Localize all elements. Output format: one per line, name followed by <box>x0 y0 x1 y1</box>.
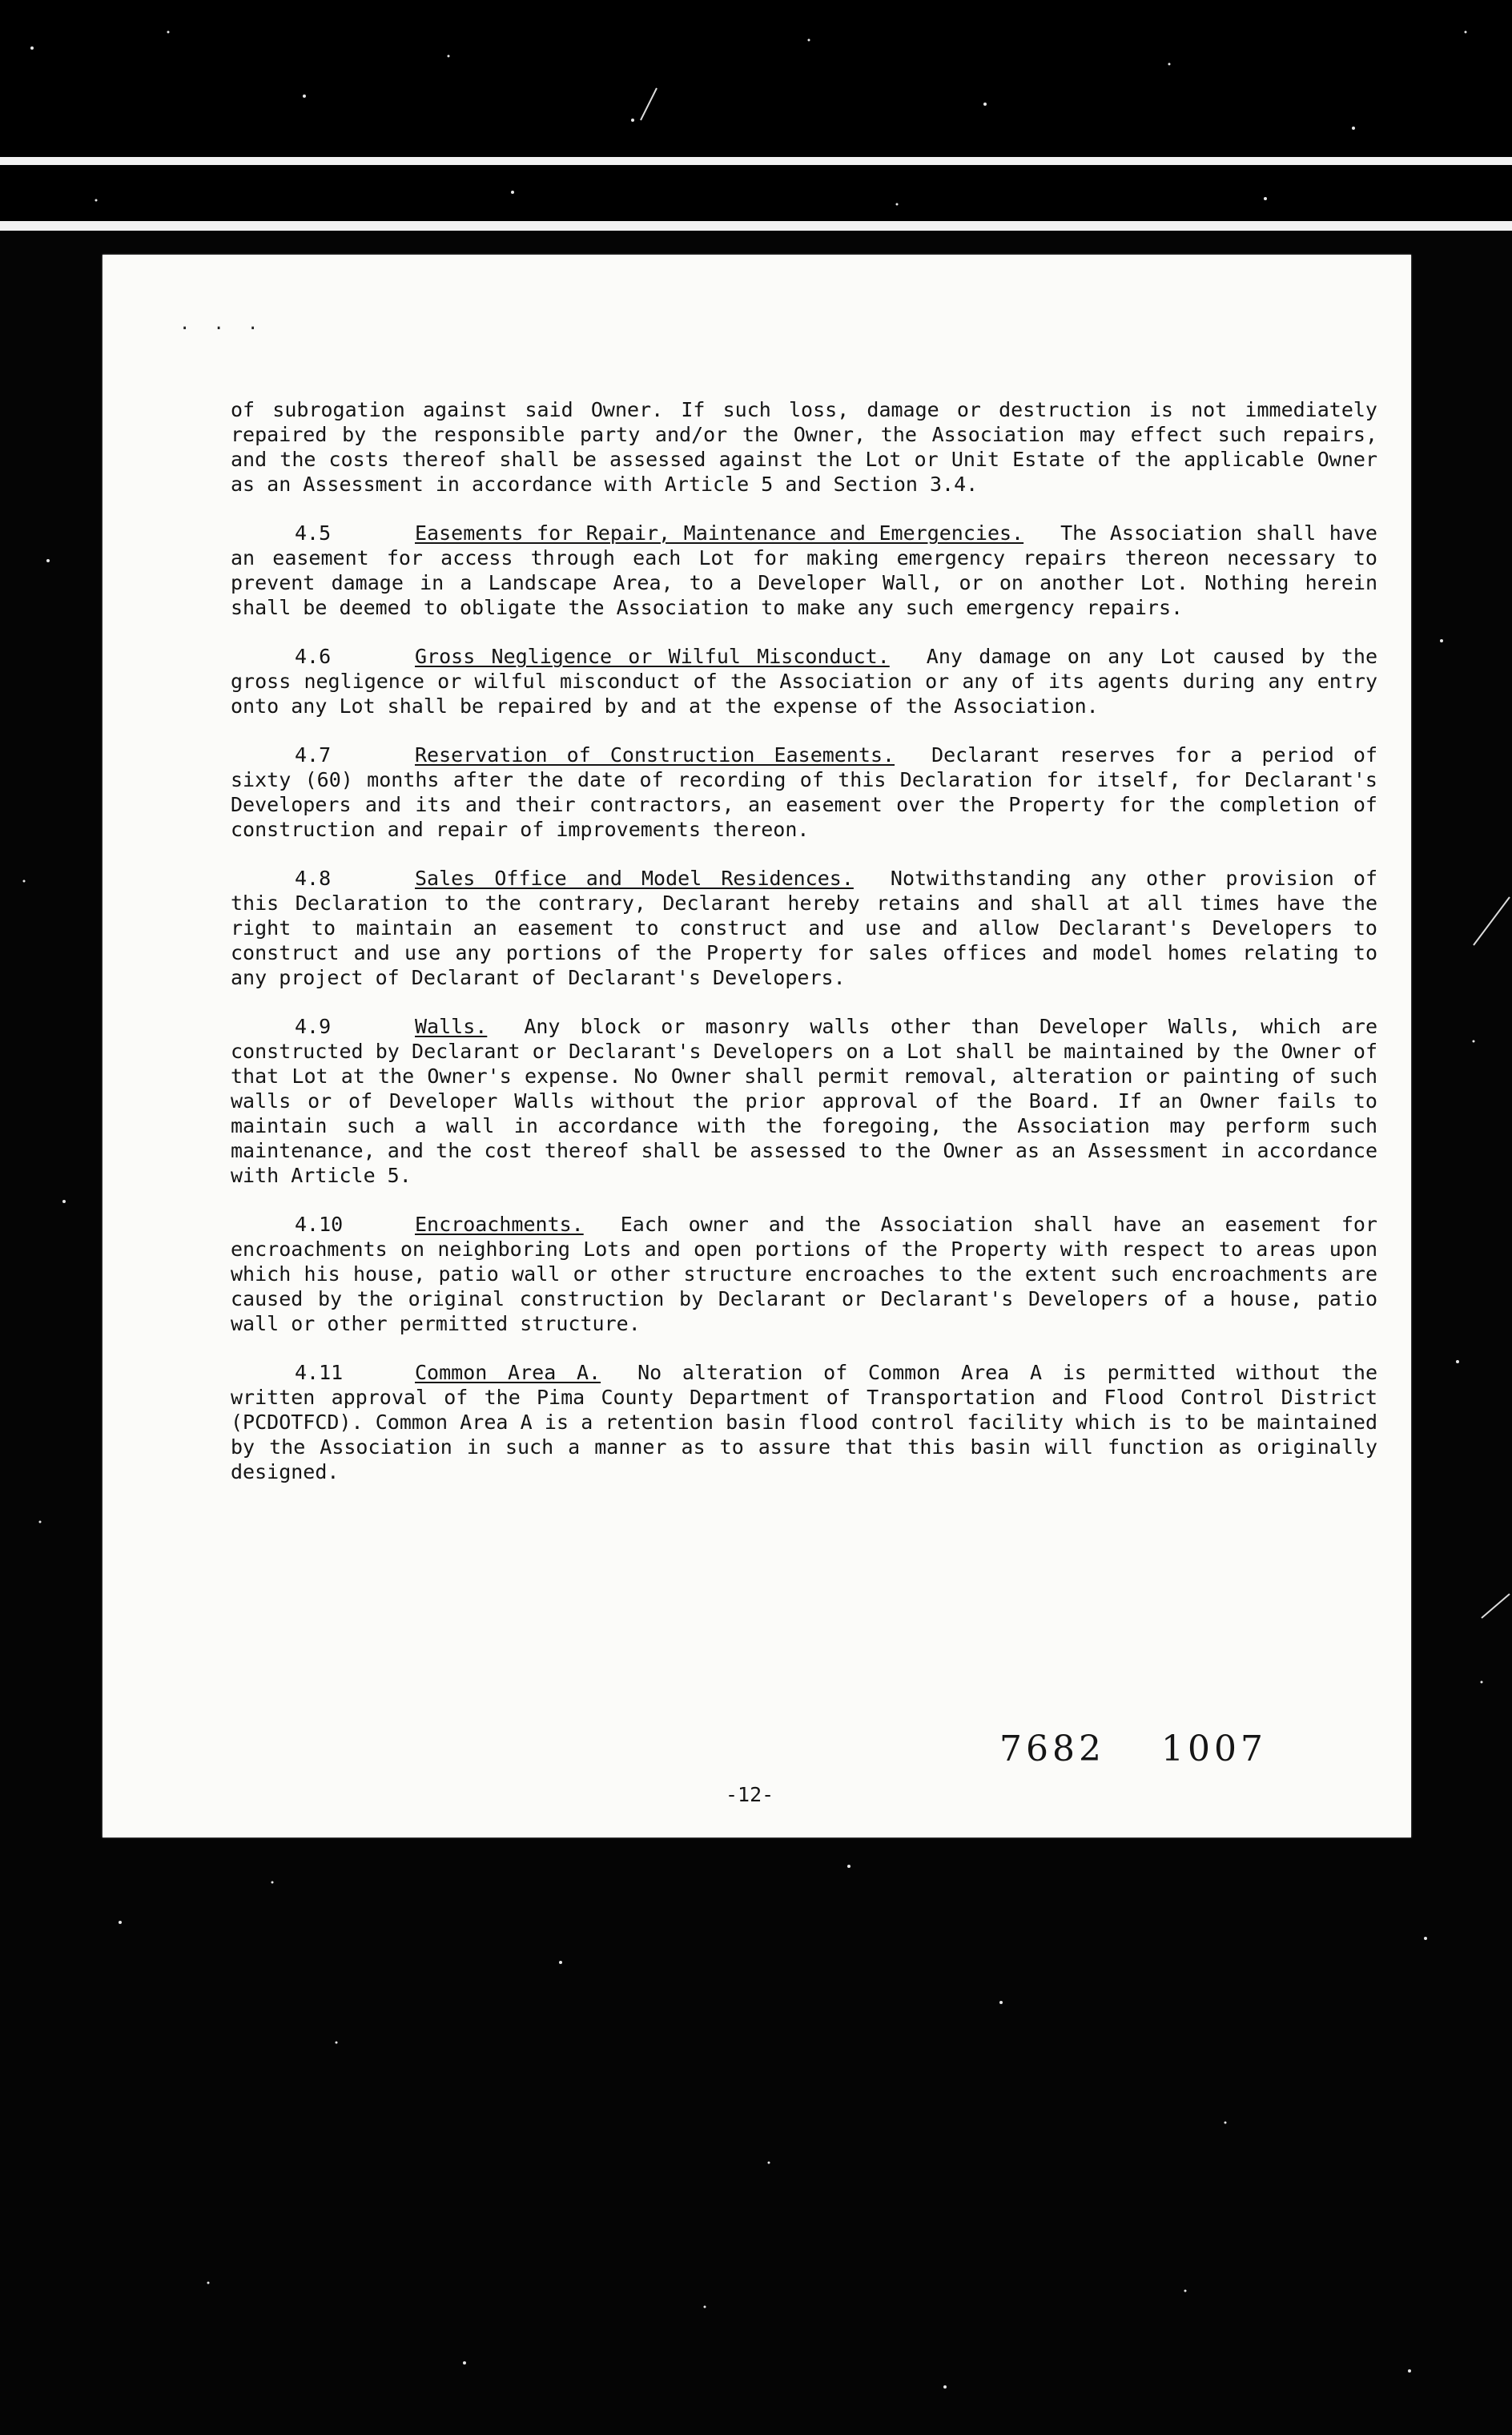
paragraph-4-11 <box>231 1360 1377 1484</box>
paragraph-text: The Association shall have an easement for access through each Lot for making emergency repairs thereon necessary to prevent damage in a Landscape Area, to a Developer Wall, or on another Lot. Nothing herein shall be deemed to obligate the Association to make any such emergency repairs. <box>231 521 1377 619</box>
page-number: -12- <box>726 1783 774 1806</box>
section-heading: Common Area A. <box>415 1361 601 1384</box>
recording-stamp <box>999 1729 1267 1769</box>
paragraph-text: Any damage on any Lot caused by the gross negligence or wilful misconduct of the Association or any of its agents during any entry onto any Lot shall be repaired by and at the expense of the Association. <box>231 645 1378 718</box>
scan-top-border <box>0 0 1512 232</box>
section-heading: Gross Negligence or Wilful Misconduct. <box>415 645 890 668</box>
page-corner-marks: · · · <box>179 319 265 339</box>
section-number: 4.5 <box>295 521 332 545</box>
scan-rule-upper <box>0 157 1512 165</box>
document-page <box>103 255 1411 1837</box>
section-heading: Encroachments. <box>415 1213 584 1236</box>
paragraph-text: of subrogation against said Owner. If such loss, damage or destruction is not immediately repaired by the responsible party and/or the Owner, the Association may effect such repairs, and the costs thereof shall be assessed against the Lot or Unit Estate of the applicable Owner as an Assessment in accordance with Article 5 and Section 3.4. <box>231 398 1377 496</box>
paragraph-continuation <box>231 397 1377 497</box>
section-heading: Walls. <box>415 1015 488 1038</box>
paragraph-4-5 <box>231 521 1377 620</box>
paragraph-4-6 <box>231 644 1377 718</box>
section-number: 4.6 <box>295 645 332 668</box>
paragraph-text: Any block or masonry walls other than Developer Walls, which are constructed by Declarant or Declarant's Developers on a Lot shall be maintained by the Owner of that Lot at the Owner's expense. No Owner shall permit removal, alteration or painting of such walls or of Developer Walls without the prior approval of the Board. If an Owner fails to maintain such a wall in accordance with the foregoing, the Association may perform such maintenance, and the cost thereof shall be assessed to the Owner as an Assessment in accordance with Article 5. <box>231 1015 1377 1187</box>
section-number: 4.7 <box>295 743 332 767</box>
recording-page-number: 1007 <box>1161 1729 1267 1769</box>
section-number: 4.10 <box>295 1213 344 1236</box>
section-number: 4.9 <box>295 1015 332 1038</box>
section-heading: Easements for Repair, Maintenance and Emergencies. <box>415 521 1024 545</box>
paragraph-text: Declarant reserves for a period of sixty (60) months after the date of recording of this Declaration for itself, for Declarant's Developers and its and their contractors, an easement over the Property for the completion of construction and repair of improvements thereon. <box>231 743 1377 841</box>
paragraph-text: No alteration of Common Area A is permitted without the written approval of the Pima County Department of Transportation and Flood Control District (PCDOTFCD). Common Area A is a retention basin flood control facility which is to be maintained by the Association in such a manner as to assure that this basin will function as originally designed. <box>231 1361 1377 1483</box>
paragraph-4-9 <box>231 1014 1377 1188</box>
paragraph-4-10 <box>231 1212 1377 1336</box>
scan-rule-lower <box>0 221 1512 231</box>
section-number: 4.8 <box>295 867 332 890</box>
recording-book-number: 7682 <box>999 1729 1106 1769</box>
paragraph-4-7 <box>231 743 1377 842</box>
paragraph-text: Each owner and the Association shall have an easement for encroachments on neighboring Lots and open portions of the Property with respect to areas upon which his house, patio wall or other structure encroaches to the extent such encroachments are caused by the original construction by Declarant or Declarant's Developers of a house, patio wall or other permitted structure. <box>231 1213 1377 1335</box>
section-number: 4.11 <box>295 1361 344 1384</box>
section-heading: Sales Office and Model Residences. <box>415 867 854 890</box>
paragraph-text: Notwithstanding any other provision of this Declaration to the contrary, Declarant hereby retains and shall at all times have the right to maintain an easement to construct and use and allow Declarant's Developers to construct and use any portions of the Property for sales offices and model homes relating to any project of Declarant of Declarant's Developers. <box>231 867 1378 989</box>
section-heading: Reservation of Construction Easements. <box>415 743 895 767</box>
document-body <box>231 397 1377 1508</box>
paragraph-4-8 <box>231 866 1377 990</box>
